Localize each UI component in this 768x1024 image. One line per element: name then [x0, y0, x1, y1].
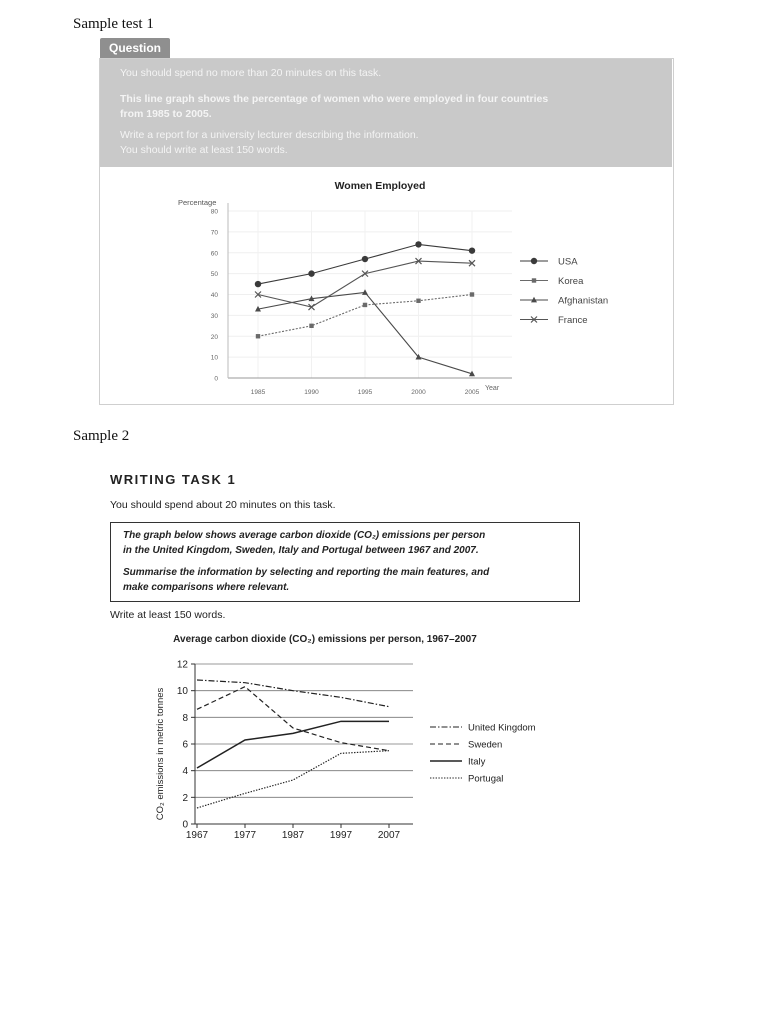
legend-label-sweden: Sweden	[468, 739, 503, 751]
chart2-ytick-label: 8	[182, 712, 188, 724]
chart2-ytick-label: 4	[182, 766, 188, 778]
writing-task-title: WRITING TASK 1	[110, 472, 237, 487]
sample2-heading: Sample 2	[73, 428, 130, 444]
legend-label-usa: USA	[558, 256, 578, 268]
chart2-xtick-label: 2007	[377, 830, 401, 841]
women-employed-chart	[100, 168, 672, 402]
chart2-xtick-label: 1987	[281, 830, 305, 841]
chart2-title: Average carbon dioxide (CO₂) emissions per person, 1967–2007	[173, 634, 477, 645]
chart2-xtick-label: 1997	[329, 830, 353, 841]
chart2-xtick-label: 1977	[233, 830, 257, 841]
chart1-ytick-label: 10	[210, 354, 218, 362]
chart1-xtick-label: 2000	[411, 389, 426, 396]
chart2-xtick-label: 1967	[185, 830, 209, 841]
legend-label-france: France	[558, 315, 588, 326]
legend-marker-korea	[532, 278, 536, 282]
data-point-korea	[363, 303, 367, 307]
data-point-korea	[309, 324, 313, 328]
legend-marker-usa	[531, 258, 537, 264]
chart2-ytick-label: 12	[176, 659, 188, 671]
chart1-xtick-label: 1985	[250, 389, 266, 396]
series-line-portugal	[197, 751, 389, 808]
instruction-line: This line graph shows the percentage of women who were employed in four countries	[120, 93, 549, 105]
task-box-line: The graph below shows average carbon dioxide (CO₂) emissions per person	[123, 530, 486, 541]
task-box-line: in the United Kingdom, Sweden, Italy and Portugal between 1967 and 2007.	[123, 545, 479, 556]
data-point-usa	[255, 281, 261, 287]
instruction-line: You should spend no more than 20 minutes on this task.	[120, 67, 382, 79]
co2-emissions-chart	[140, 626, 580, 846]
sample1-heading: Sample test 1	[73, 16, 154, 32]
chart1-ytick-label: 30	[210, 312, 218, 320]
chart1-title: Women Employed	[334, 180, 426, 192]
word-note: Write at least 150 words.	[110, 609, 226, 621]
data-point-usa	[415, 241, 421, 247]
chart2-ylabel: CO₂ emissions in metric tonnes	[155, 687, 166, 821]
chart2-ytick-label: 6	[182, 739, 188, 751]
chart1-xtick-label: 1995	[357, 389, 373, 396]
data-point-korea	[470, 292, 474, 296]
chart2-ytick-label: 0	[182, 819, 188, 831]
chart1-ytick-label: 0	[214, 375, 218, 383]
chart2-ytick-label: 2	[182, 792, 188, 804]
series-line-sweden	[197, 687, 389, 751]
instruction-line: You should write at least 150 words.	[120, 144, 288, 156]
data-point-usa	[469, 247, 475, 253]
data-point-korea	[416, 299, 420, 303]
chart1-xtick-label: 1990	[304, 389, 319, 396]
task-box-line: make comparisons where relevant.	[123, 582, 290, 593]
question-instructions	[100, 59, 672, 167]
chart2-ytick-label: 10	[176, 686, 188, 698]
task-box-line: Summarise the information by selecting and reporting the main features, and	[123, 567, 490, 578]
instruction-line: from 1985 to 2005.	[120, 108, 212, 120]
chart1-ytick-label: 60	[210, 250, 218, 258]
data-point-afghanistan	[362, 289, 368, 295]
chart1-ytick-label: 40	[210, 292, 218, 299]
legend-label-italy: Italy	[468, 756, 486, 768]
chart1-ytick-label: 70	[210, 229, 218, 237]
legend-label-portugal: Portugal	[468, 773, 504, 785]
chart1-ytick-label: 80	[210, 208, 218, 216]
chart1-xtick-label: 2005	[464, 389, 480, 396]
legend-label-afghanistan: Afghanistan	[558, 295, 609, 307]
chart1-xlabel: Year	[485, 385, 500, 392]
time-note: You should spend about 20 minutes on this task.	[110, 499, 336, 511]
legend-label-korea: Korea	[558, 276, 584, 287]
chart1-ylabel: Percentage	[178, 198, 217, 207]
series-line-united-kingdom	[197, 680, 389, 707]
task-box	[110, 522, 580, 602]
chart1-ytick-label: 50	[210, 271, 218, 279]
question-tab: Question	[100, 38, 170, 58]
instruction-line: Write a report for a university lecturer describing the information.	[120, 129, 419, 141]
data-point-usa	[362, 256, 368, 262]
data-point-korea	[256, 334, 260, 338]
data-point-usa	[308, 270, 314, 276]
legend-label-united-kingdom: United Kingdom	[468, 722, 536, 734]
chart1-ytick-label: 20	[210, 333, 218, 341]
